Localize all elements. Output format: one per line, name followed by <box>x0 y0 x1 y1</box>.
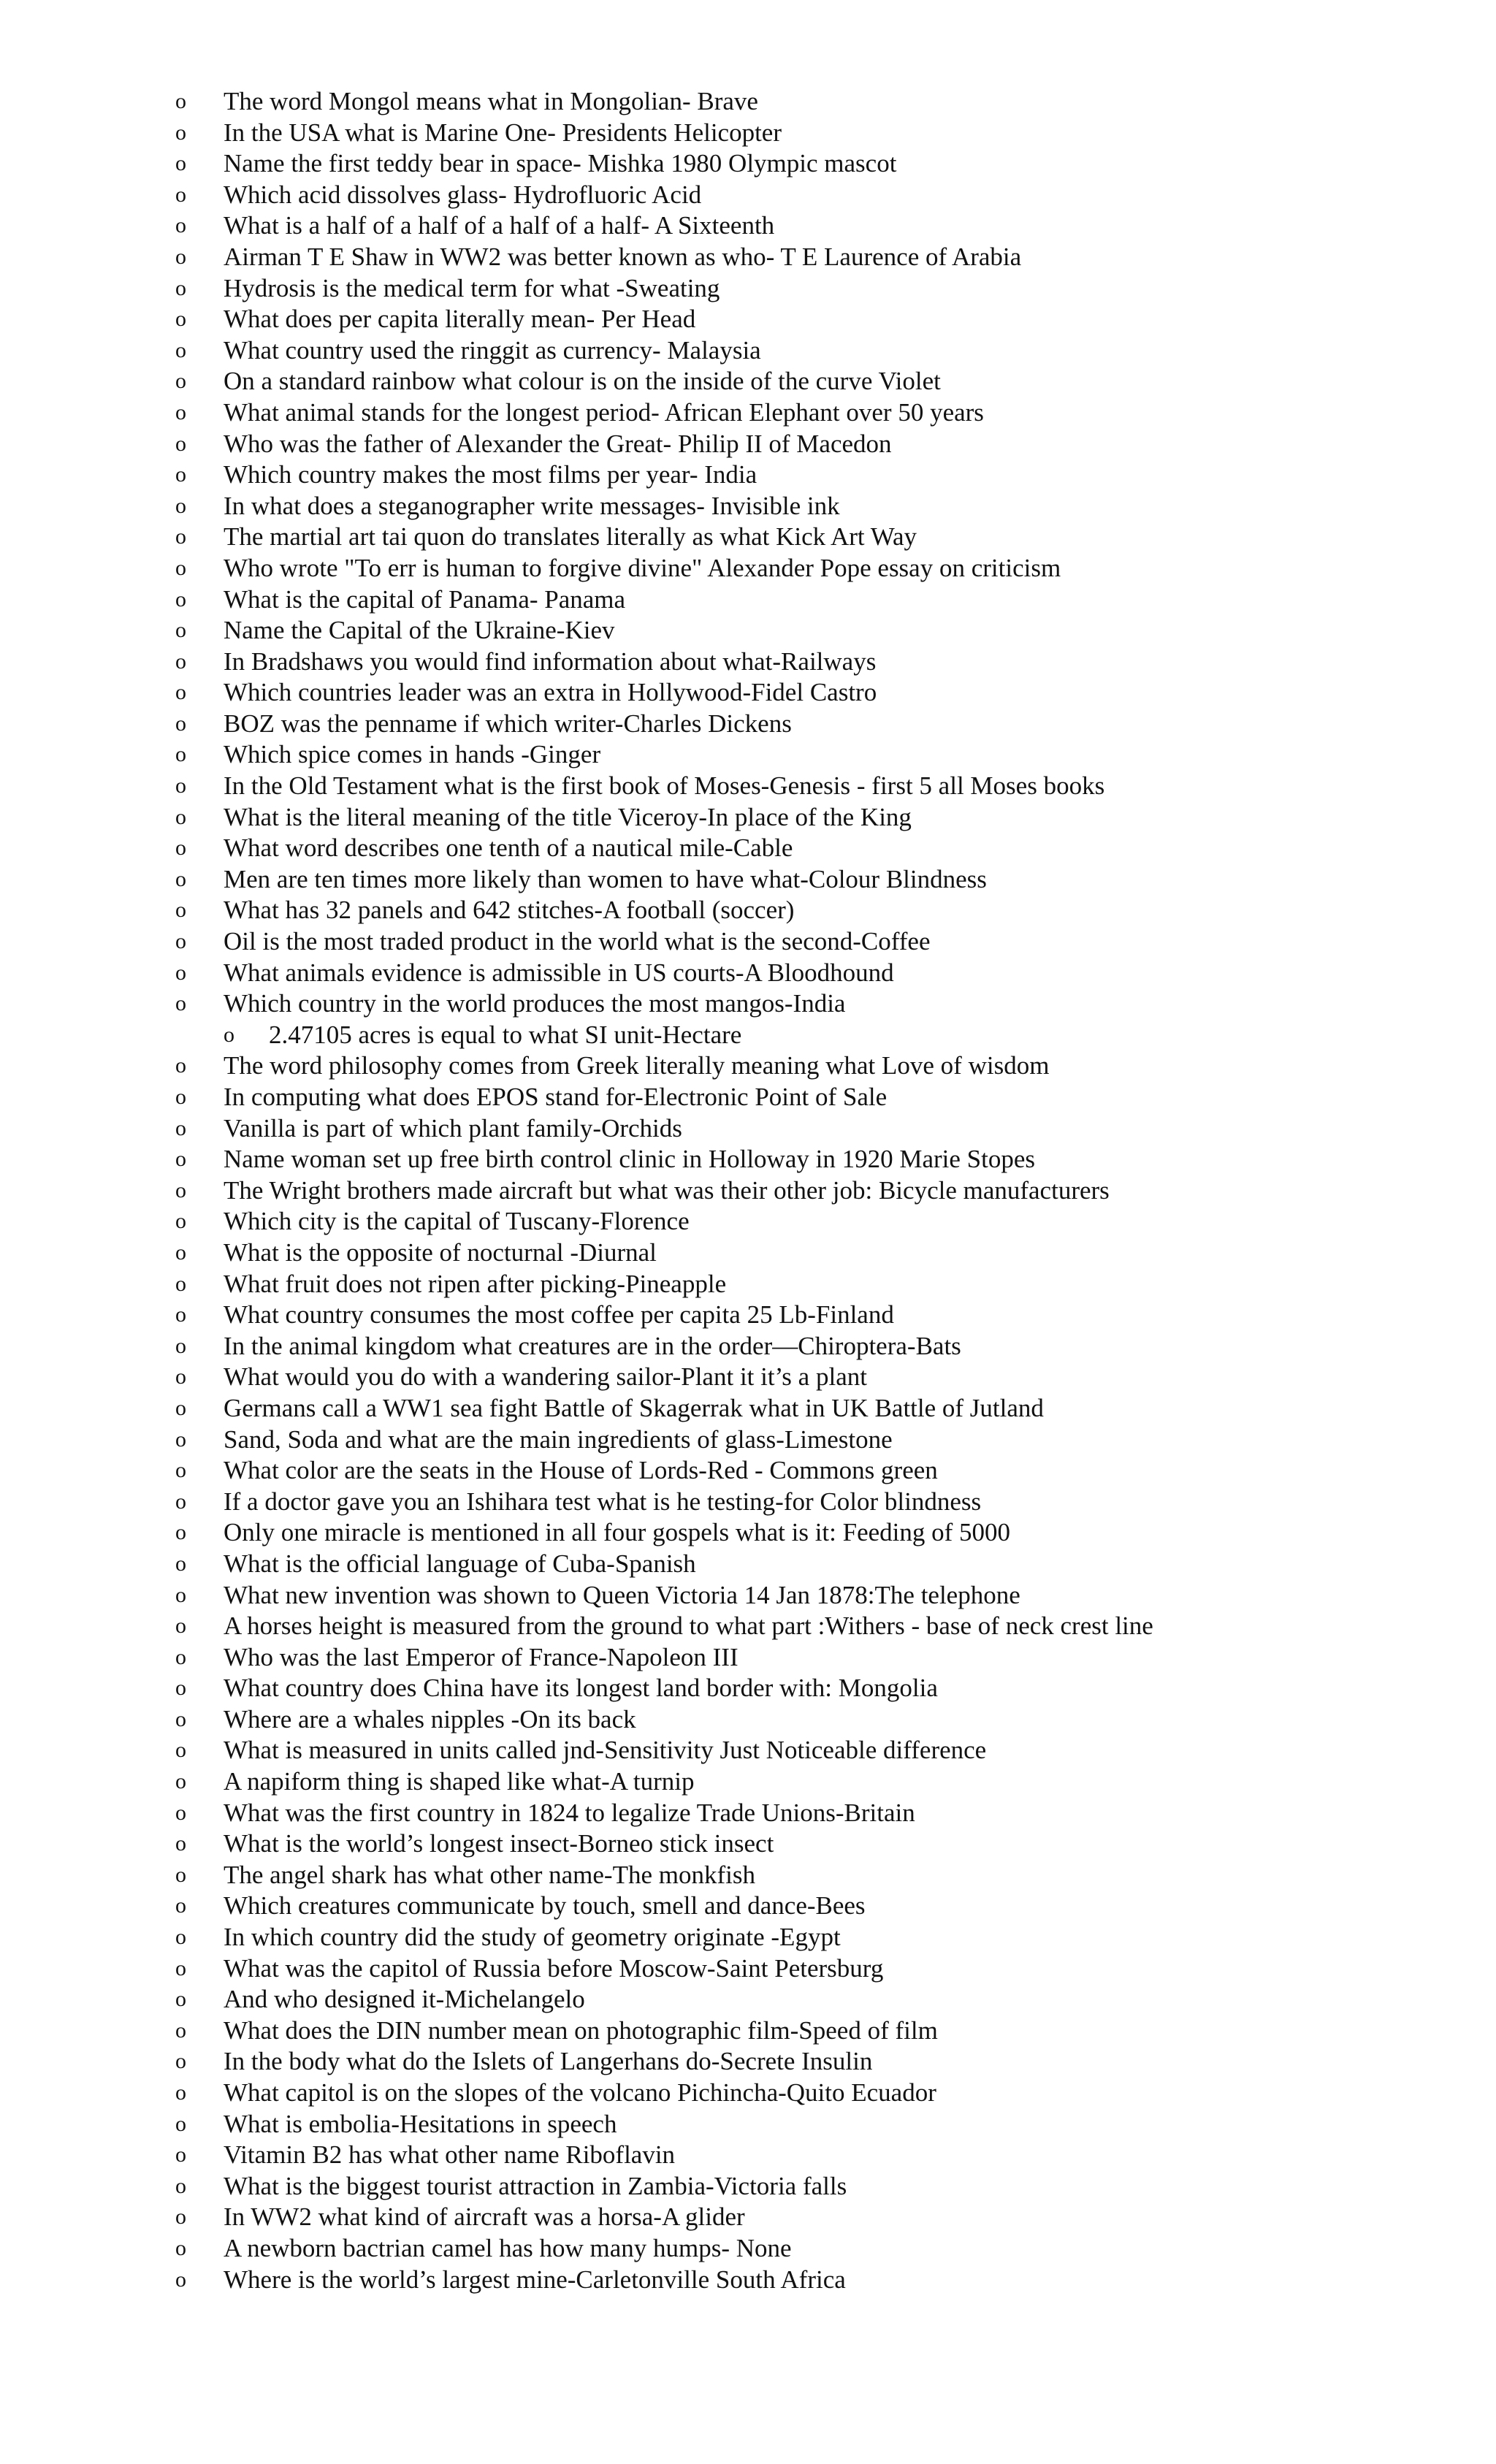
list-item-text: In WW2 what kind of aircraft was a horsa-A glider <box>224 2202 745 2232</box>
list-item-text: Sand, Soda and what are the main ingredients of glass-Limestone <box>224 1424 893 1454</box>
list-item <box>0 1455 1153 1487</box>
bullet-marker: o <box>175 462 186 487</box>
bullet-marker: o <box>175 431 186 456</box>
bullet-marker: o <box>224 1022 234 1047</box>
list-item-text: In Bradshaws you would find information about what-Railways <box>224 646 877 676</box>
list-item <box>0 1611 1153 1642</box>
list-item-text: And who designed it-Michelangelo <box>224 1985 585 2014</box>
list-item <box>0 210 1153 242</box>
list-item <box>0 459 1153 491</box>
list-item <box>0 273 1153 305</box>
list-item-text: Which countries leader was an extra in Hollywood-Fidel Castro <box>224 678 877 707</box>
list-item-text: A newborn bactrian camel has how many humps- None <box>224 2233 792 2262</box>
bullet-marker: o <box>175 1271 186 1296</box>
list-item-text: A horses height is measured from the ground to what part :Withers - base of neck crest line <box>224 1611 1153 1641</box>
list-item-text: Who was the father of Alexander the Great- Philip II of Macedon <box>224 429 892 458</box>
list-item-text: Which city is the capital of Tuscany-Florence <box>224 1207 690 1236</box>
bullet-marker: o <box>175 2111 186 2136</box>
bullet-marker: o <box>175 1209 186 1234</box>
bullet-marker: o <box>175 2143 186 2167</box>
list-item <box>0 1828 1153 1860</box>
bullet-marker: o <box>175 1085 186 1109</box>
list-item <box>0 553 1153 584</box>
bullet-marker: o <box>175 1956 186 1980</box>
list-item-text: The martial art tai quon do translates literally as what Kick Art Way <box>224 522 917 552</box>
bullet-marker: o <box>175 89 186 113</box>
list-item-text: Airman T E Shaw in WW2 was better known as who- T E Laurence of Arabia <box>224 242 1022 271</box>
list-item <box>0 180 1153 211</box>
list-item <box>0 2265 1153 2296</box>
bullet-marker: o <box>175 2173 186 2198</box>
list-item-text: What color are the seats in the House of Lords-Red - Commons green <box>224 1456 938 1485</box>
bullet-marker: o <box>175 711 186 736</box>
list-item-text: What has 32 panels and 642 stitches-A football (soccer) <box>224 896 795 925</box>
bullet-marker: o <box>175 1644 186 1669</box>
list-item-text: Hydrosis is the medical term for what -Sweating <box>224 273 720 302</box>
list-item-text: In the Old Testament what is the first book of Moses-Genesis - first 5 all Moses books <box>224 771 1105 801</box>
list-item-text: The word philosophy comes from Greek literally meaning what Love of wisdom <box>224 1051 1050 1080</box>
list-item <box>0 1984 1153 2015</box>
list-item <box>0 646 1153 678</box>
list-item <box>0 677 1153 709</box>
list-item <box>0 1175 1153 1207</box>
list-item-text: Name the Capital of the Ukraine-Kiev <box>224 616 615 645</box>
list-item <box>0 1393 1153 1424</box>
bullet-marker: o <box>175 1427 186 1452</box>
bullet-marker: o <box>175 275 186 300</box>
list-item <box>0 1517 1153 1549</box>
list-item <box>0 864 1153 896</box>
list-item-text: Men are ten times more likely than women to have what-Colour Blindness <box>224 864 987 893</box>
list-item <box>0 2015 1153 2047</box>
list-item-text: What is measured in units called jnd-Sensitivity Just Noticeable difference <box>224 1736 987 1765</box>
list-item <box>0 1642 1153 1674</box>
list-item-text: What word describes one tenth of a nautical mile-Cable <box>224 834 793 863</box>
list-item <box>0 1424 1153 1456</box>
list-item <box>0 1549 1153 1580</box>
list-item-text: What animal stands for the longest period- African Elephant over 50 years <box>224 397 984 427</box>
list-item-text: What is embolia-Hesitations in speech <box>224 2109 617 2138</box>
bullet-marker: o <box>175 1706 186 1731</box>
list-item-text: Oil is the most traded product in the world what is the second-Coffee <box>224 927 931 956</box>
bullet-marker: o <box>175 929 186 954</box>
list-item-text: Germans call a WW1 sea fight Battle of Skagerrak what in UK Battle of Jutland <box>224 1393 1044 1422</box>
list-item <box>0 1891 1153 1922</box>
list-item-text: What country does China have its longest land border with: Mongolia <box>224 1674 938 1703</box>
list-item <box>0 771 1153 802</box>
bullet-marker: o <box>175 1676 186 1701</box>
bullet-marker: o <box>175 1582 186 1607</box>
list-item-text: What is a half of a half of a half of a half- A Sixteenth <box>224 211 775 240</box>
list-item-text: In the animal kingdom what creatures are in the order—Chiroptera-Bats <box>224 1331 961 1360</box>
list-item <box>0 988 1153 1020</box>
list-item <box>0 2202 1153 2233</box>
list-item <box>0 958 1153 989</box>
bullet-marker: o <box>175 1520 186 1545</box>
list-item-text: In what does a steganographer write messages- Invisible ink <box>224 491 840 520</box>
list-item <box>0 522 1153 553</box>
list-item <box>0 1922 1153 1953</box>
list-item-text: What animals evidence is admissible in US courts-A Bloodhound <box>224 958 894 987</box>
list-item-text: Where are a whales nipples -On its back <box>224 1704 636 1733</box>
bullet-marker: o <box>175 182 186 207</box>
bullet-marker: o <box>175 555 186 580</box>
list-item-text: Where is the world’s largest mine-Carletonville South Africa <box>224 2265 846 2294</box>
list-item-text: Which creatures communicate by touch, smell and dance-Bees <box>224 1891 866 1921</box>
list-item <box>0 584 1153 616</box>
bullet-marker: o <box>175 836 186 861</box>
list-item <box>0 1487 1153 1518</box>
list-item-text: What fruit does not ripen after picking-Pineapple <box>224 1269 727 1298</box>
bullet-marker: o <box>175 2049 186 2074</box>
list-item-text: In the USA what is Marine One- Presidents Helicopter <box>224 118 782 147</box>
bullet-marker: o <box>175 400 186 424</box>
bullet-marker: o <box>175 1178 186 1202</box>
list-item <box>0 1206 1153 1237</box>
list-item-text: In the body what do the Islets of Langerhans do-Secrete Insulin <box>224 2047 873 2076</box>
list-item <box>0 1113 1153 1145</box>
list-item <box>0 1735 1153 1766</box>
list-item <box>0 2171 1153 2202</box>
bullet-marker: o <box>175 804 186 829</box>
list-item <box>0 242 1153 273</box>
list-item <box>0 833 1153 864</box>
list-item-text: Which country makes the most films per year- India <box>224 460 757 489</box>
bullet-marker: o <box>175 2080 186 2105</box>
list-item-text: Vanilla is part of which plant family-Orchids <box>224 1113 682 1143</box>
bullet-marker: o <box>175 1458 186 1483</box>
bullet-marker: o <box>175 1053 186 1078</box>
bullet-marker: o <box>175 213 186 238</box>
bullet-marker: o <box>175 1893 186 1918</box>
list-item <box>0 1798 1153 1829</box>
list-item <box>0 1300 1153 1331</box>
bullet-marker: o <box>175 2018 186 2042</box>
list-item-text: What is the world’s longest insect-Borneo stick insect <box>224 1829 774 1858</box>
bullet-marker: o <box>175 337 186 362</box>
bullet-marker: o <box>175 1147 186 1172</box>
bullet-marker: o <box>175 1831 186 1856</box>
list-item-text: In computing what does EPOS stand for-Electronic Point of Sale <box>224 1083 888 1111</box>
list-item-text: Vitamin B2 has what other name Riboflavin <box>224 2140 676 2170</box>
bullet-marker: o <box>175 774 186 798</box>
bullet-marker: o <box>175 866 186 891</box>
list-item <box>0 397 1153 429</box>
list-item <box>0 118 1153 149</box>
list-item-text: Name woman set up free birth control clinic in Holloway in 1920 Marie Stopes <box>224 1145 1035 1174</box>
list-item-text: What does per capita literally mean- Per Head <box>224 305 696 334</box>
bullet-marker: o <box>175 493 186 518</box>
bullet-marker: o <box>175 587 186 611</box>
list-item <box>0 2109 1153 2140</box>
list-item <box>0 1050 1153 1082</box>
list-item <box>0 709 1153 740</box>
list-item-text: What country used the ringgit as currency- Malaysia <box>224 335 761 365</box>
bullet-marker: o <box>175 1738 186 1763</box>
list-item-text: The word Mongol means what in Mongolian- Brave <box>224 87 758 115</box>
list-item-text: 2.47105 acres is equal to what SI unit-Hectare <box>269 1020 742 1049</box>
list-item-text: If a doctor gave you an Ishihara test what is he testing-for Color blindness <box>224 1487 982 1516</box>
list-item <box>0 2233 1153 2265</box>
list-item <box>0 1237 1153 1269</box>
list-item-text: BOZ was the penname if which writer-Charles Dickens <box>224 709 792 738</box>
bullet-marker: o <box>175 1115 186 1140</box>
quiz-list <box>0 86 1153 2295</box>
list-item <box>0 1269 1153 1300</box>
list-item <box>0 739 1153 771</box>
list-item <box>0 148 1153 180</box>
bullet-marker: o <box>175 898 186 923</box>
bullet-marker: o <box>175 1240 186 1265</box>
list-item <box>0 2046 1153 2078</box>
list-item-text: The angel shark has what other name-The monkfish <box>224 1860 755 1889</box>
list-item <box>0 1144 1153 1175</box>
list-item <box>0 1362 1153 1393</box>
bullet-marker: o <box>175 120 186 145</box>
list-item-text: What country consumes the most coffee per capita 25 Lb-Finland <box>224 1300 894 1330</box>
bullet-marker: o <box>175 1333 186 1358</box>
list-item <box>0 366 1153 397</box>
bullet-marker: o <box>175 1395 186 1420</box>
bullet-marker: o <box>175 649 186 674</box>
bullet-marker: o <box>175 742 186 767</box>
list-item <box>0 2078 1153 2109</box>
list-item-text: What new invention was shown to Queen Victoria 14 Jan 1878:The telephone <box>224 1580 1020 1609</box>
list-item <box>0 1331 1153 1362</box>
list-item <box>0 1020 1153 1051</box>
bullet-marker: o <box>175 2235 186 2260</box>
list-item-text: In which country did the study of geometry originate -Egypt <box>224 1923 841 1952</box>
list-item <box>0 802 1153 834</box>
bullet-marker: o <box>175 1489 186 1514</box>
list-item-text: Which acid dissolves glass- Hydrofluoric Acid <box>224 180 702 209</box>
bullet-marker: o <box>175 307 186 332</box>
list-item-text: What would you do with a wandering sailor-Plant it it’s a plant <box>224 1362 867 1392</box>
list-item-text: What does the DIN number mean on photographic film-Speed of film <box>224 2015 938 2045</box>
list-item-text: What is the opposite of nocturnal -Diurnal <box>224 1237 657 1267</box>
list-item-text: What capitol is on the slopes of the volcano Pichincha-Quito Ecuador <box>224 2078 936 2107</box>
bullet-marker: o <box>175 618 186 643</box>
list-item-text: The Wright brothers made aircraft but what was their other job: Bicycle manufacturers <box>224 1175 1110 1205</box>
list-item-text: On a standard rainbow what colour is on the inside of the curve Violet <box>224 367 941 396</box>
bullet-marker: o <box>175 1551 186 1576</box>
bullet-marker: o <box>175 2267 186 2292</box>
bullet-marker: o <box>175 680 186 705</box>
list-item-text: What is the literal meaning of the title Viceroy-In place of the King <box>224 802 912 831</box>
list-item-text: Who wrote "To err is human to forgive divine" Alexander Pope essay on criticism <box>224 553 1061 582</box>
list-item <box>0 1953 1153 1985</box>
bullet-marker: o <box>175 1800 186 1825</box>
list-item <box>0 304 1153 335</box>
bullet-marker: o <box>175 1302 186 1327</box>
list-item <box>0 1673 1153 1704</box>
bullet-marker: o <box>175 244 186 269</box>
bullet-marker: o <box>175 1987 186 2012</box>
list-item <box>0 335 1153 367</box>
list-item-text: Which country in the world produces the most mangos-India <box>224 989 846 1018</box>
list-item <box>0 429 1153 460</box>
list-item <box>0 86 1153 118</box>
list-item-text: A napiform thing is shaped like what-A turnip <box>224 1767 695 1796</box>
bullet-marker: o <box>175 1862 186 1887</box>
bullet-marker: o <box>175 960 186 985</box>
bullet-marker: o <box>175 2205 186 2230</box>
bullet-marker: o <box>175 1769 186 1794</box>
list-item-text: What is the biggest tourist attraction in Zambia-Victoria falls <box>224 2171 847 2200</box>
bullet-marker: o <box>175 1614 186 1639</box>
list-item <box>0 1580 1153 1611</box>
list-item <box>0 1860 1153 1891</box>
bullet-marker: o <box>175 1925 186 1950</box>
list-item-text: Only one miracle is mentioned in all four gospels what is it: Feeding of 5000 <box>224 1518 1011 1547</box>
list-item <box>0 1704 1153 1736</box>
list-item <box>0 615 1153 646</box>
bullet-marker: o <box>175 1365 186 1389</box>
list-item-text: Name the first teddy bear in space- Mishka 1980 Olympic mascot <box>224 149 897 178</box>
list-item-text: What is the capital of Panama- Panama <box>224 584 626 614</box>
list-item <box>0 1766 1153 1798</box>
bullet-marker: o <box>175 991 186 1016</box>
list-item-text: What was the first country in 1824 to legalize Trade Unions-Britain <box>224 1798 915 1827</box>
bullet-marker: o <box>175 369 186 394</box>
list-item-text: What is the official language of Cuba-Spanish <box>224 1549 696 1578</box>
list-item <box>0 926 1153 958</box>
list-item <box>0 2140 1153 2171</box>
list-item <box>0 895 1153 926</box>
list-item-text: What was the capitol of Russia before Moscow-Saint Petersburg <box>224 1953 884 1983</box>
bullet-marker: o <box>175 151 186 176</box>
list-item-text: Who was the last Emperor of France-Napoleon III <box>224 1642 739 1671</box>
list-item-text: Which spice comes in hands -Ginger <box>224 740 601 769</box>
list-item <box>0 491 1153 522</box>
list-item <box>0 1082 1153 1113</box>
bullet-marker: o <box>175 525 186 549</box>
